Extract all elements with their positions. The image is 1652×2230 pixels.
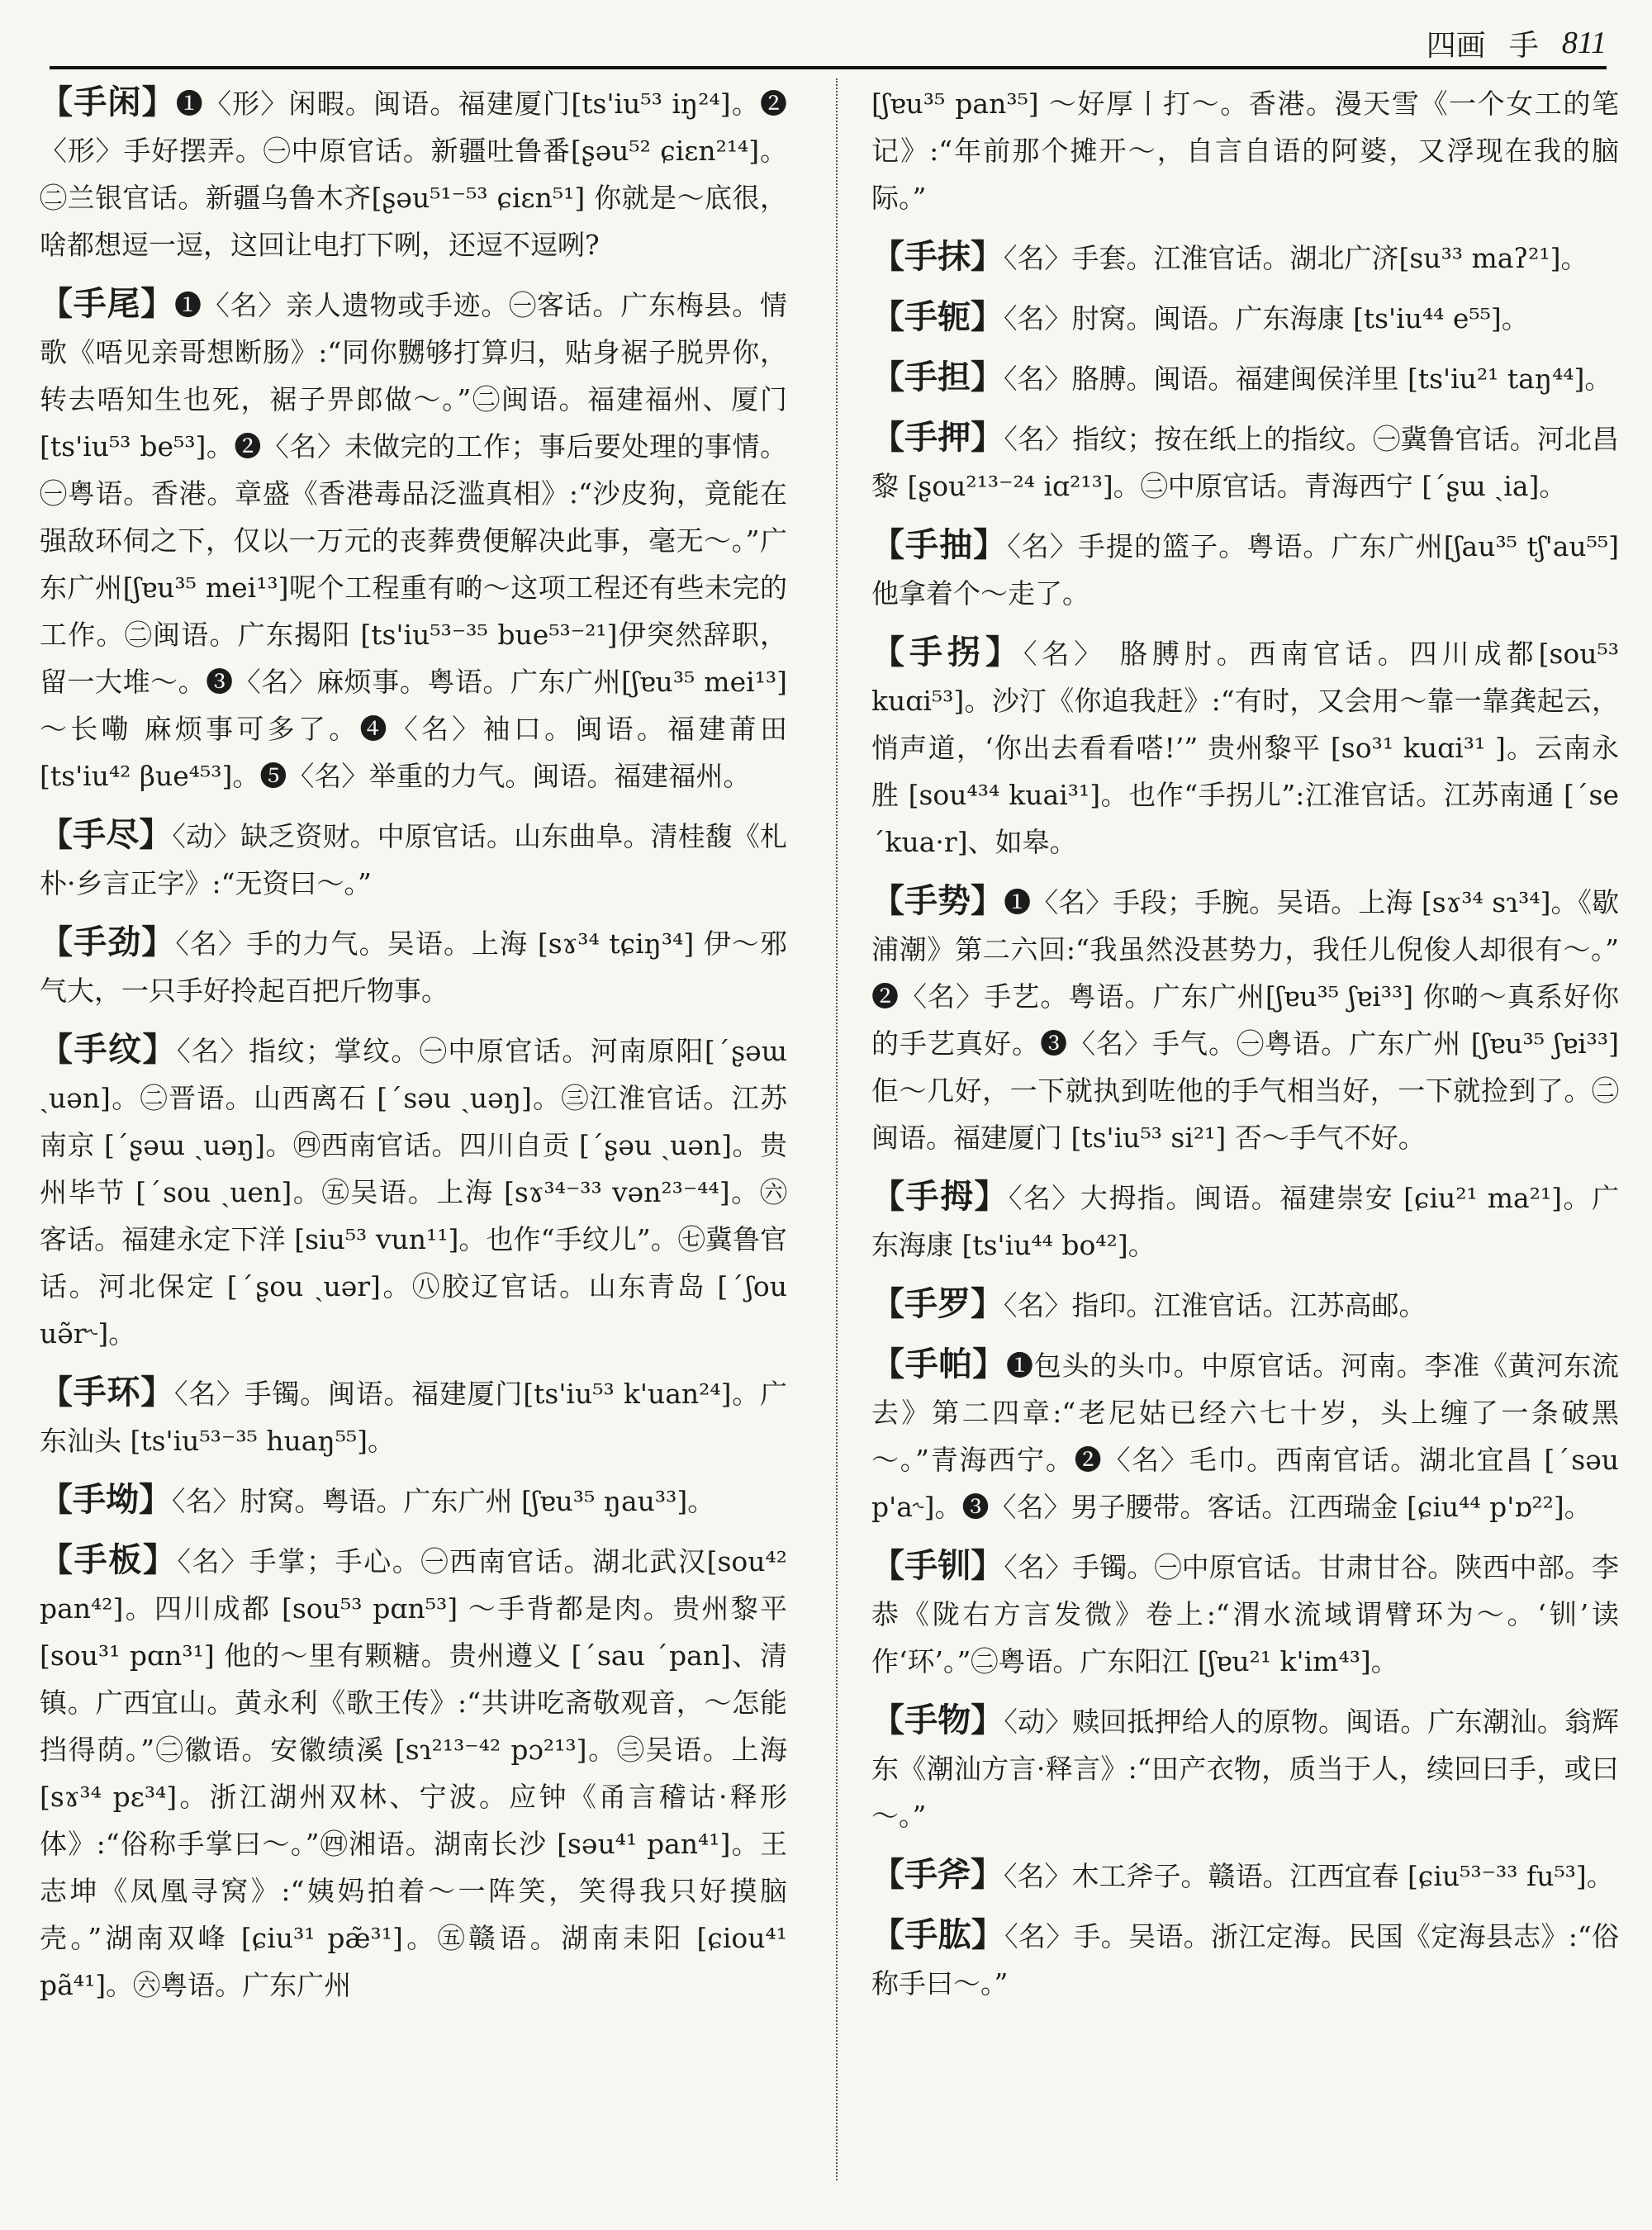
entry-definition: 〈名〉大拇指。闽语。福建崇安 [ɕiu²¹ ma²¹]。广东海康 [ts'iu⁴⁴ bo⁴²]。	[871, 1182, 1619, 1261]
dictionary-entry	[40, 811, 787, 907]
radical-label: 手	[1508, 28, 1539, 63]
dictionary-entry	[871, 629, 1619, 866]
dictionary-entry	[40, 280, 787, 799]
entry-headword: 【手斧】	[871, 1855, 1004, 1894]
page-header	[50, 20, 1607, 69]
dictionary-entry	[871, 233, 1619, 282]
dictionary-entry	[871, 1542, 1619, 1685]
entry-headword: 【手肱】	[871, 1915, 1005, 1954]
entry-headword: 【手轭】	[871, 297, 1004, 336]
dictionary-entry	[871, 414, 1619, 510]
entry-headword: 【手尽】	[40, 815, 173, 854]
entry-headword: 【手拇】	[871, 1177, 1009, 1216]
dictionary-entry	[40, 78, 787, 268]
dictionary-entry	[40, 1476, 787, 1525]
entry-definition: 〈名〉肘窝。闽语。广东海康 [ts'iu⁴⁴ e⁵⁵]。	[1004, 302, 1529, 334]
entry-headword: 【手纹】	[40, 1030, 177, 1069]
entry-headword: 【手劲】	[40, 923, 176, 961]
entry-headword: 【手罗】	[871, 1284, 1004, 1323]
entry-definition: 〈动〉缺乏资财。中原官话。山东曲阜。清桂馥《札朴·乡言正字》:“无资曰～。”	[40, 820, 787, 899]
entry-headword: 【手坳】	[40, 1480, 172, 1519]
entry-definition: 〈名〉手镯。㊀中原官话。甘肃甘谷。陕西中部。李恭《陇右方言发微》卷上:“渭水流域谓臂环为～。‘钏’读作‘环’。”㊁粤语。广东阳江 [ʃɐu²¹ k'im⁴³]。	[871, 1551, 1619, 1677]
entry-headword: 【手押】	[871, 418, 1004, 457]
entry-definition: 〈名〉指纹；按在纸上的指纹。㊀冀鲁官话。河北昌黎 [ʂou²¹³⁻²⁴ iɑ²¹³]。㊁中原官话。青海西宁 [ˊʂɯ ˏia]。	[871, 423, 1619, 502]
entry-definition: 〈名〉指印。江淮官话。江苏高邮。	[1004, 1289, 1427, 1321]
left-column	[40, 78, 787, 2197]
column-divider	[836, 78, 838, 2180]
dictionary-entry	[871, 353, 1619, 402]
right-column	[871, 78, 1619, 2197]
entry-headword: 【手拐】	[871, 633, 1023, 671]
entry-definition: 〈名〉胳膊。闽语。福建闽侯洋里 [ts'iu²¹ taŋ⁴⁴]。	[1004, 363, 1612, 395]
dictionary-entry	[871, 1911, 1619, 2007]
dictionary-entry	[871, 1280, 1619, 1329]
entry-definition: ❶〈名〉亲人遗物或手迹。㊀客话。广东梅县。情歌《唔见亲哥想断肠》:“同你嬲够打算归，贴身裾子脱畀你，转去唔知生也死，裾子畀郎做～。”㊁闽语。福建福州、厦门 [ts'iu⁵³ be⁵³]。❷〈名〉未做完的工作；事后要处理的事情。㊀粤语。香港。章盛《香港毒品泛滥真相》:“沙皮狗，竟能在强敌环伺之下，仅以一万元的丧葬费便解决此事，毫无～。”广东广州[ʃɐu³⁵ mei¹³]呢个工程重有啲～这项工程还有些未完的工作。㊁闽语。广东揭阳 [ts'iu⁵³⁻³⁵ bue⁵³⁻²¹]伊突然辞职，留一大堆～。❸〈名〉麻烦事。粤语。广东广州[ʃɐu³⁵ mei¹³]～长嘞 麻烦事可多了。❹〈名〉袖口。闽语。福建莆田[ts'iu⁴² βue⁴⁵³]。❺〈名〉举重的力气。闽语。福建福州。	[40, 289, 787, 792]
entry-headword: 【手钏】	[871, 1546, 1004, 1585]
entry-definition: [ʃɐu³⁵ pan³⁵] ～好厚丨打～。香港。漫天雪《一个女工的笔记》:“年前那个摊开～，自言自语的阿婆，又浮现在我的脑际。”	[871, 88, 1619, 214]
dictionary-entry	[40, 1369, 787, 1464]
dictionary-entry	[871, 877, 1619, 1161]
entry-headword: 【手帕】	[871, 1345, 1007, 1383]
dictionary-entry	[40, 1536, 787, 2009]
entry-headword: 【手环】	[40, 1373, 175, 1412]
entry-definition: 〈动〉赎回抵押给人的原物。闽语。广东潮汕。翁辉东《潮汕方言·释言》:“田产衣物，质当于人，续回曰手，或曰～。”	[871, 1706, 1619, 1832]
dictionary-entry	[871, 1851, 1619, 1900]
dictionary-entry	[871, 293, 1619, 342]
dictionary-entry	[871, 521, 1619, 617]
entry-definition: 〈名〉手提的篮子。粤语。广东广州[ʃau³⁵ tʃ'au⁵⁵] 他拿着个～走了。	[871, 530, 1619, 610]
entry-definition: ❶包头的头巾。中原官话。河南。李准《黄河东流去》第二四章:“老尼姑已经六七十岁，头上缠了一条破黑～。”青海西宁。❷〈名〉毛巾。西南官话。湖北宜昌 [ˊsəu p'a˞]。❸〈名〉男子腰带。客话。江西瑞金 [ɕiu⁴⁴ p'ɒ²²]。	[871, 1350, 1619, 1523]
entry-definition: 〈名〉手。吴语。浙江定海。民国《定海县志》:“俗称手曰～。”	[871, 1920, 1619, 2000]
entry-headword: 【手势】	[871, 881, 1004, 920]
entry-headword: 【手物】	[871, 1701, 1004, 1739]
entry-definition: 〈名〉木工斧子。赣语。江西宜春 [ɕiu⁵³⁻³³ fu⁵³]。	[1004, 1860, 1614, 1892]
entry-definition: 〈名〉 胳膊肘。西南官话。四川成都[sou⁵³ kuɑi⁵³]。沙汀《你追我赶》:“有时，又会用～靠一靠龚起云，悄声道，‘你出去看看嗒!’” 贵州黎平 [so³¹ kuɑi³¹ ]。云南永胜 [sou⁴³⁴ kuai³¹]。也作“手拐儿”:江淮官话。江苏南通 [ˊse ˊkua·r]、如皋。	[871, 638, 1619, 858]
section-label: 四画	[1426, 28, 1486, 63]
page-number: 811	[1561, 26, 1607, 60]
entry-definition: 〈名〉手套。江淮官话。湖北广济[su³³ maʔ²¹]。	[1004, 242, 1588, 274]
dictionary-entry	[40, 918, 787, 1014]
dictionary-entry	[871, 1173, 1619, 1269]
dictionary-entry-continued	[871, 78, 1619, 221]
entry-definition: 〈名〉手掌；手心。㊀西南官话。湖北武汉[sou⁴² pan⁴²]。四川成都 [sou⁵³ pɑn⁵³] ～手背都是肉。贵州黎平 [sou³¹ pɑn³¹] 他的～里有颗糖。贵州遵义 [ˊsau ˊpan]、清镇。广西宜山。黄永利《歌王传》:“共讲吃斋敬观音，～怎能挡得荫。”㊁徽语。安徽绩溪 [sɿ²¹³⁻⁴² pɔ²¹³]。㊂吴语。上海[sɤ³⁴ pɛ³⁴]。浙江湖州双林、宁波。应钟《甬言稽诂·释形体》:“俗称手掌曰～。”㊃湘语。湖南长沙 [səu⁴¹ pan⁴¹]。王志坤《凤凰寻窝》:“姨妈拍着～一阵笑，笑得我只好摸脑壳。”湖南双峰 [ɕiu³¹ pæ̃³¹]。㊄赣语。湖南耒阳 [ɕiou⁴¹ pã⁴¹]。㊅粤语。广东广州	[40, 1545, 787, 2001]
entry-definition: 〈名〉手镯。闽语。福建厦门[ts'iu⁵³ k'uan²⁴]。广东汕头 [ts'iu⁵³⁻³⁵ huaŋ⁵⁵]。	[40, 1378, 787, 1457]
entry-headword: 【手闲】	[40, 83, 176, 121]
entry-definition: 〈名〉肘窝。粤语。广东广州 [ʃɐu³⁵ ŋau³³]。	[172, 1485, 715, 1517]
entry-headword: 【手板】	[40, 1540, 178, 1579]
entry-headword: 【手担】	[871, 358, 1004, 396]
entry-headword: 【手抽】	[871, 525, 1008, 564]
entry-definition: ❶〈形〉闲暇。闽语。福建厦门[ts'iu⁵³ iŋ²⁴]。❷〈形〉手好摆弄。㊀中原官话。新疆吐鲁番[ʂəu⁵² ɕiɛn²¹⁴]。㊁兰银官话。新疆乌鲁木齐[ʂəu⁵¹⁻⁵³ ɕiɛn⁵¹] 你就是～底很，啥都想逗一逗，这回让电打下咧，还逗不逗咧?	[40, 88, 787, 261]
entry-definition: 〈名〉手的力气。吴语。上海 [sɤ³⁴ tɕiŋ³⁴] 伊～邪气大，一只手好拎起百把斤物事。	[40, 928, 787, 1007]
entry-headword: 【手尾】	[40, 284, 175, 323]
dictionary-entry	[871, 1696, 1619, 1839]
dictionary-entry	[40, 1026, 787, 1357]
entry-definition: ❶〈名〉手段；手腕。吴语。上海 [sɤ³⁴ sɿ³⁴]。《歇浦潮》第二六回:“我虽然没甚势力，我任儿倪俊人却很有～。” ❷〈名〉手艺。粤语。广东广州[ʃɐu³⁵ ʃɐi³³] 你啲～真系好你的手艺真好。❸〈名〉手气。㊀粤语。广东广州 [ʃɐu³⁵ ʃɐi³³] 佢～几好，一下就执到咗他的手气相当好，一下就捡到了。㊁闽语。福建厦门 [ts'iu⁵³ si²¹] 否～手气不好。	[871, 886, 1619, 1154]
dictionary-entry	[871, 1340, 1619, 1530]
entry-definition: 〈名〉指纹；掌纹。㊀中原官话。河南原阳[ˊʂəɯ ˏuən]。㊁晋语。山西离石 [ˊsəu ˏuəŋ]。㊂江淮官话。江苏南京 [ˊʂəɯ ˏuəŋ]。㊃西南官话。四川自贡 [ˊʂəu ˏuən]。贵州毕节 [ˊsou ˏuen]。㊄吴语。上海 [sɤ³⁴⁻³³ vən²³⁻⁴⁴]。㊅客话。福建永定下洋 [siu⁵³ vun¹¹]。也作“手纹儿”。㊆冀鲁官话。河北保定 [ˊʂou ˏuər]。㊇胶辽官话。山东青岛 [ˊʃou uə̃r˞]。	[40, 1035, 787, 1350]
entry-headword: 【手抹】	[871, 237, 1004, 276]
